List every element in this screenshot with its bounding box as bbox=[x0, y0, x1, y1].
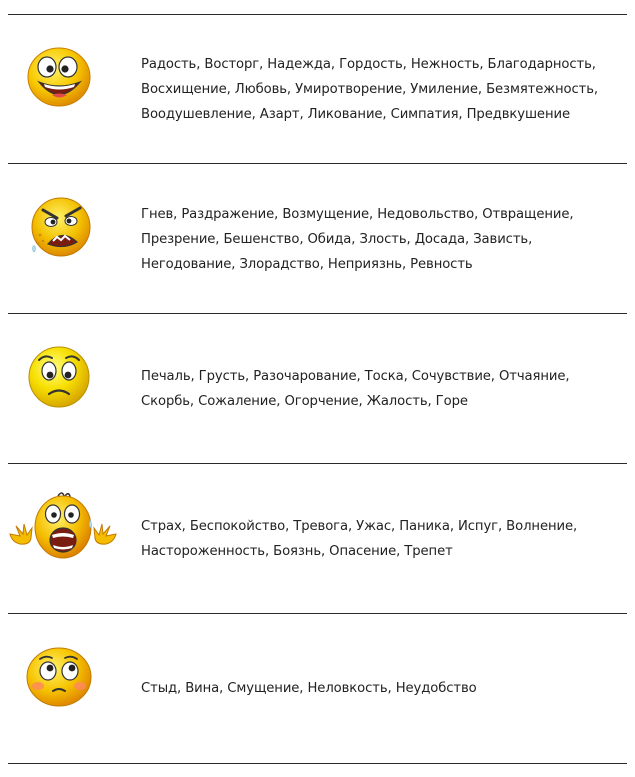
emotion-text-line: Радость, Восторг, Надежда, Гордость, Нежность, Благодарность, bbox=[141, 57, 596, 72]
joyful-emoji-icon bbox=[25, 45, 93, 109]
angry-emoji-icon bbox=[24, 194, 94, 264]
emotion-row-shame bbox=[0, 614, 635, 763]
emotion-text-line: Печаль, Грусть, Разочарование, Тоска, Сочувствие, Отчаяние, bbox=[141, 369, 570, 384]
emotion-text-line: Страх, Беспокойство, Тревога, Ужас, Паника, Испуг, Волнение, bbox=[141, 519, 578, 534]
emotion-text-line: Гнев, Раздражение, Возмущение, Недовольство, Отвращение, bbox=[141, 207, 574, 222]
emotion-text-line: Воодушевление, Азарт, Ликование, Симпатия, Предвкушение bbox=[141, 107, 570, 122]
divider bbox=[8, 763, 627, 764]
emotion-text-line: Настороженность, Боязнь, Опасение, Трепет bbox=[141, 544, 453, 559]
ashamed-emoji-icon bbox=[25, 646, 93, 710]
emotion-text-line: Негодование, Злорадство, Неприязнь, Ревность bbox=[141, 257, 473, 272]
emotion-text-line: Восхищение, Любовь, Умиротворение, Умиление, Безмятежность, bbox=[141, 82, 599, 97]
emotion-row-fear bbox=[0, 464, 635, 613]
emotion-row-joy bbox=[0, 15, 635, 163]
scared-emoji-icon bbox=[6, 490, 120, 564]
emotion-text-line: Презрение, Бешенство, Обида, Злость, Досада, Зависть, bbox=[141, 232, 533, 247]
emotion-row-anger bbox=[0, 164, 635, 313]
emotion-text-line: Скорбь, Сожаление, Огорчение, Жалость, Горе bbox=[141, 394, 468, 409]
sad-emoji-icon bbox=[27, 345, 91, 409]
emotion-text-line: Стыд, Вина, Смущение, Неловкость, Неудобство bbox=[141, 681, 477, 696]
emotion-row-sadness bbox=[0, 314, 635, 463]
